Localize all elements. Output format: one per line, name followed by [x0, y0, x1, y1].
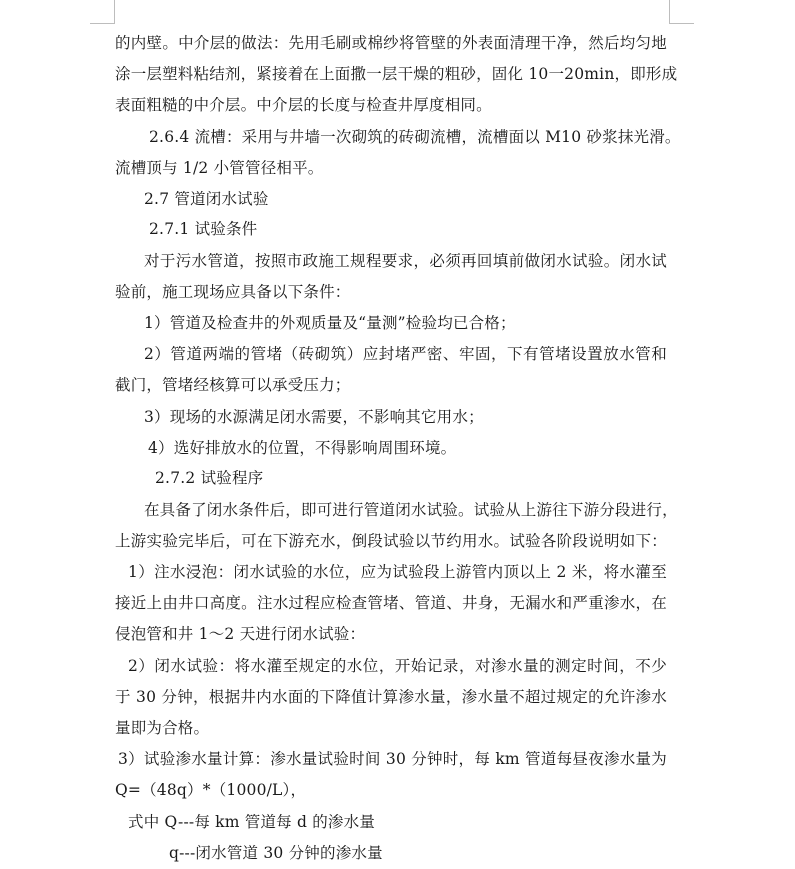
list-item: 2）闭水试验：将水灌至规定的水位，开始记录，对渗水量的测定时间，不少 [128, 657, 667, 675]
formula-definition: q---闭水管道 30 分钟的渗水量 [169, 844, 383, 862]
list-item: 2）管道两端的管堵（砖砌筑）应封堵严密、牢固，下有管堵设置放水管和 [144, 345, 667, 363]
paragraph-line: 表面粗糙的中介层。中介层的长度与检查井厚度相同。 [115, 96, 492, 114]
list-item-continuation: 量即为合格。 [115, 719, 210, 737]
heading-2-7-2: 2.7.2 试验程序 [155, 469, 264, 487]
paragraph-line: 对于污水管道，按照市政施工规程要求，必须再回填前做闭水试验。闭水试 [144, 252, 667, 270]
heading-2-7: 2.7 管道闭水试验 [144, 190, 269, 208]
list-item-continuation: 侵泡管和井 1～2 天进行闭水试验： [115, 625, 366, 643]
list-item: 4）选好排放水的位置，不得影响周围环境。 [148, 439, 457, 457]
heading-2-7-1: 2.7.1 试验条件 [149, 220, 258, 238]
crop-mark-top-right [669, 0, 670, 24]
crop-mark-top-left [114, 0, 115, 24]
list-item: 1）管道及检查井的外观质量及“量测”检验均已合格； [144, 314, 516, 332]
list-item-continuation: 于 30 分钟，根据井内水面的下降值计算渗水量，渗水量不超过规定的允许渗水 [115, 688, 667, 706]
paragraph-line: 上游实验完毕后，可在下游充水，倒段试验以节约用水。试验各阶段说明如下： [115, 532, 667, 550]
list-item: 1）注水浸泡：闭水试验的水位，应为试验段上游管内顶以上 2 米，将水灌至 [128, 563, 667, 581]
paragraph-line: 涂一层塑料粘结剂，紧接着在上面撒一层干燥的粗砂，固化 10一20min，即形成 [115, 65, 678, 83]
crop-mark-top-left-horizontal [90, 23, 115, 24]
list-item-continuation: 截门，管堵经核算可以承受压力； [115, 376, 351, 394]
formula: Q=（48q）*（1000/L）， [115, 781, 307, 799]
section-2-6-4-line: 2.6.4 流槽：采用与井墙一次砌筑的砖砌流槽，流槽面以 M10 砂浆抹光滑。 [149, 128, 681, 146]
paragraph-line: 验前，施工现场应具备以下条件： [115, 283, 351, 301]
list-item-continuation: 接近上由井口高度。注水过程应检查管堵、管道、井身，无漏水和严重渗水，在 [115, 594, 667, 612]
list-item: 3）试验渗水量计算：渗水量试验时间 30 分钟时，每 km 管道每昼夜渗水量为 [118, 750, 667, 768]
paragraph-line: 流槽顶与 1/2 小管管径相平。 [115, 159, 324, 177]
formula-definition: 式中 Q---每 km 管道每 d 的渗水量 [128, 813, 376, 831]
paragraph-line: 的内壁。中介层的做法：先用毛刷或棉纱将管壁的外表面清理干净，然后均匀地 [115, 34, 667, 52]
paragraph-line: 在具备了闭水条件后，即可进行管道闭水试验。试验从上游往下游分段进行， [144, 501, 678, 519]
crop-mark-top-right-horizontal [669, 23, 694, 24]
list-item: 3）现场的水源满足闭水需要，不影响其它用水； [144, 408, 484, 426]
